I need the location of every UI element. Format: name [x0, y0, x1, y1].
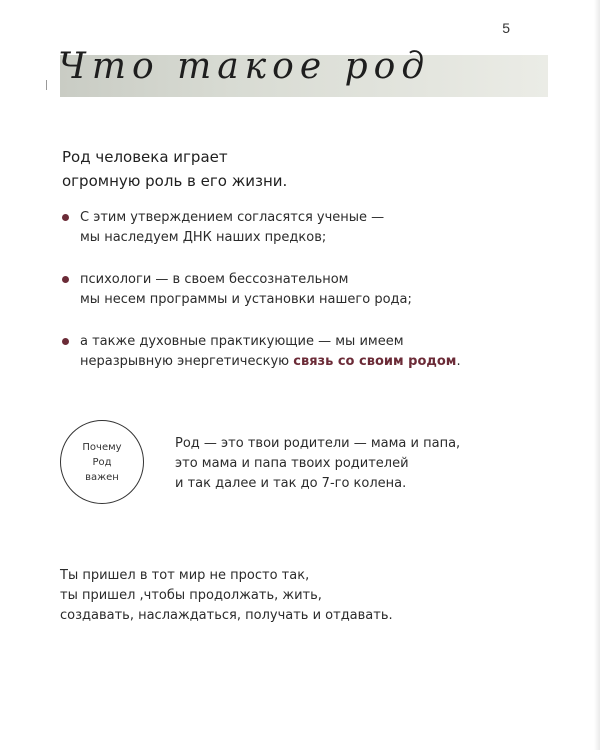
bullet-text	[80, 352, 542, 372]
circle-label: Род	[92, 456, 112, 468]
closing-line: создавать, наслаждаться, получать и отдавать.	[60, 608, 393, 623]
bullet-dot-icon	[62, 214, 69, 221]
accent-text: связь со своим родом	[293, 354, 457, 369]
page-edge-shadow	[594, 0, 600, 750]
why-clan-matters-circle	[60, 420, 144, 504]
list-item	[62, 208, 542, 248]
bullet-text: а также духовные практикующие — мы имеем	[80, 334, 404, 349]
circle-label: важен	[85, 471, 119, 483]
bullet-dot-icon	[62, 276, 69, 283]
closing-line: Ты пришел в тот мир не просто так,	[60, 568, 310, 583]
definition-line: это мама и папа твоих родителей	[175, 456, 409, 471]
page-number: 5	[502, 20, 510, 36]
circle-label: Почему	[82, 441, 122, 453]
bullet-text-suffix: .	[456, 354, 461, 369]
page-title: Что такое род	[58, 46, 431, 87]
bullet-text: мы наследуем ДНК наших предков;	[80, 230, 327, 245]
definition-line: и так далее и так до 7-го колена.	[175, 476, 407, 491]
lead-paragraph	[62, 145, 287, 193]
definition-paragraph	[175, 434, 460, 494]
list-item	[62, 270, 542, 310]
bullet-text: С этим утверждением согласятся ученые —	[80, 210, 385, 225]
bullet-text-prefix: неразрывную энергетическую	[80, 354, 294, 369]
lead-line: Род человека играет	[62, 148, 228, 166]
list-item	[62, 332, 542, 372]
margin-mark	[46, 80, 47, 90]
closing-paragraph	[60, 566, 393, 626]
lead-line: огромную роль в его жизни.	[62, 172, 288, 190]
bullet-dot-icon	[62, 338, 69, 345]
bullet-text: мы несем программы и установки нашего рода;	[80, 292, 412, 307]
bullet-list	[62, 208, 542, 394]
closing-line: ты пришел ,чтобы продолжать, жить,	[60, 588, 322, 603]
definition-line: Род — это твои родители — мама и папа,	[175, 436, 461, 451]
bullet-text: психологи — в своем бессознательном	[80, 272, 349, 287]
